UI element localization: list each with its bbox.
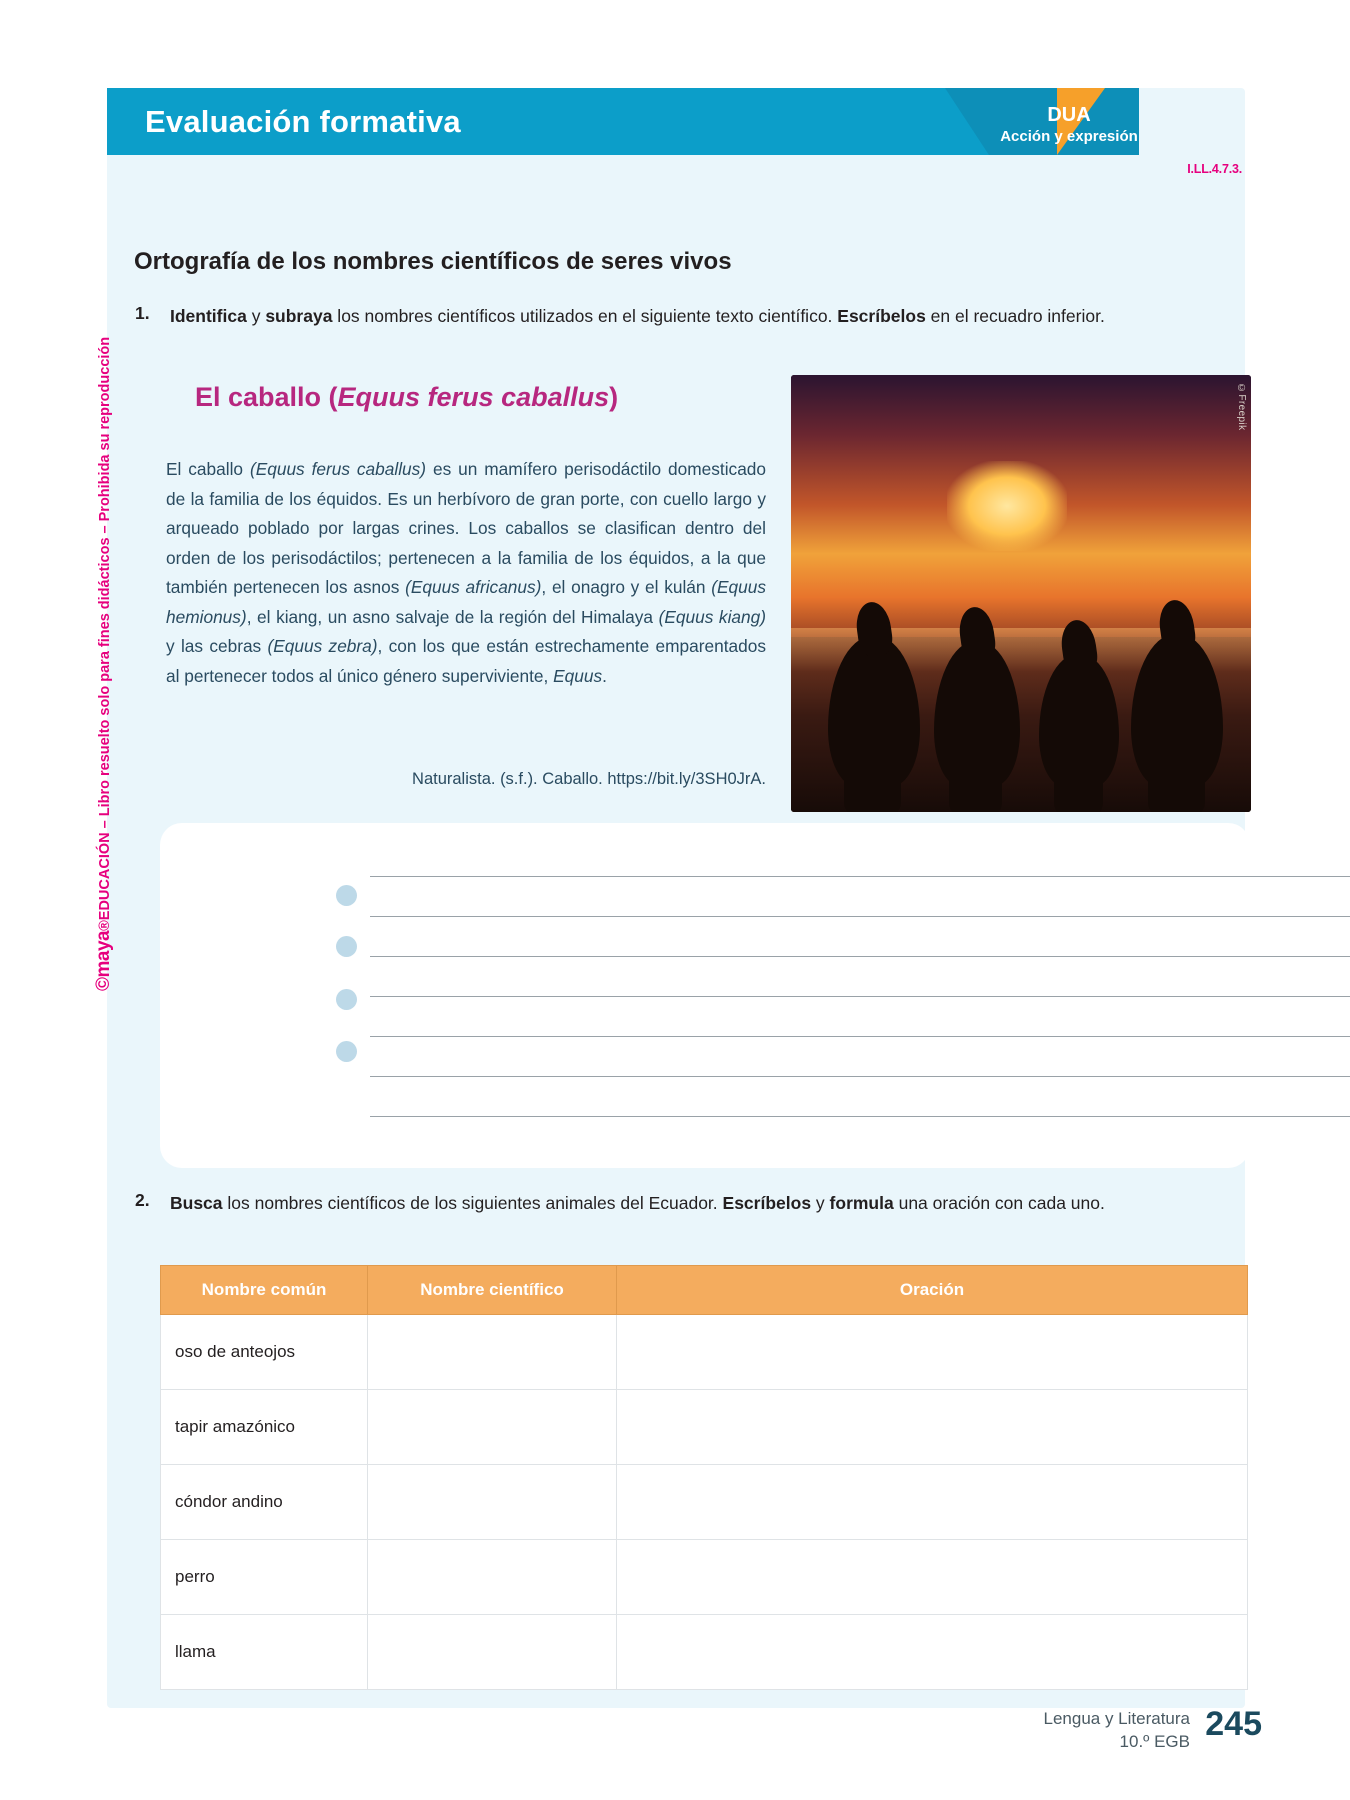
cell-scientific-name[interactable] [368,1465,617,1540]
answer-bullet [336,936,357,957]
table-row [161,1390,1248,1465]
q1-text-c: en el recuadro inferior. [925,306,1105,326]
cell-common-name: llama [161,1615,368,1690]
article-title-plain: El caballo ( [195,382,338,412]
cell-common-name: perro [161,1540,368,1615]
cell-scientific-name[interactable] [368,1315,617,1390]
vertical-copyright-note [93,336,115,991]
cell-scientific-name[interactable] [368,1540,617,1615]
cell-sentence[interactable] [617,1390,1248,1465]
photo-sun [947,461,1067,551]
answer-bullet [336,989,357,1010]
cell-scientific-name[interactable] [368,1615,617,1690]
column-header-sentence: Oración [617,1266,1248,1315]
answer-line[interactable] [370,916,1350,917]
answer-line[interactable] [370,1076,1350,1077]
cell-common-name: cóndor andino [161,1465,368,1540]
cell-sentence[interactable] [617,1615,1248,1690]
brand-label: ©maya [93,930,114,991]
q1-verb-escribelos: Escríbelos [837,306,926,326]
q1-text-b: los nombres científicos utilizados en el siguiente texto científico. [332,306,838,326]
article-title-scientific-name: Equus ferus caballus [337,382,610,412]
column-header-common-name: Nombre común [161,1266,368,1315]
question-2-number: 2. [135,1190,150,1210]
table-header-row [161,1266,1248,1315]
q2-text-c: una oración con cada uno. [893,1193,1105,1213]
dua-label: DUA [1047,104,1091,126]
answer-line[interactable] [370,996,1350,997]
cell-sentence[interactable] [617,1465,1248,1540]
cell-common-name: oso de anteojos [161,1315,368,1390]
cell-scientific-name[interactable] [368,1390,617,1465]
q2-text-a: los nombres científicos de los siguientes animales del Ecuador. [222,1193,723,1213]
article-source: Naturalista. (s.f.). Caballo. https://bit.ly/3SH0JrA. [412,770,766,788]
q1-verb-identifica: Identifica [170,306,247,326]
animals-table [160,1265,1248,1690]
photo-credit: ©Freepik [1236,383,1247,431]
q2-verb-busca: Busca [170,1193,223,1213]
cell-sentence[interactable] [617,1540,1248,1615]
brand-note: ®EDUCACIÓN – Libro resuelto solo para fines didácticos – Prohibida su reproducción [97,336,113,931]
table-row [161,1540,1248,1615]
article-body: El caballo (Equus ferus caballus) es un mamífero perisodáctilo domesticado de la familia de los équidos. Es un herbívoro de gran porte, con cuello largo y arqueado poblado por largas crines. Los caballos se clasifican dentro del orden de los perisodáctilos; pertenecen a la familia de los équidos, a la que también pertenecen los asnos (Equus africanus), el onagro y el kulán (Equus hemionus), el kiang, un asno salvaje de la región del Himalaya (Equus kiang) y las cebras (Equus zebra), con los que están estrechamente emparentados al pertenecer todos al único género superviviente, Equus. [166,459,767,686]
question-2-prompt [170,1190,1250,1217]
table-row [161,1315,1248,1390]
question-1-prompt [170,303,1265,330]
question-1-number: 1. [135,303,150,323]
table-row [161,1615,1248,1690]
answer-bullet [336,1041,357,1062]
footer-subject: Lengua y Literatura [1043,1709,1190,1728]
q2-verb-formula: formula [829,1193,894,1213]
table-row [161,1465,1248,1540]
answer-line[interactable] [370,1036,1350,1037]
section-title: Ortografía de los nombres científicos de seres vivos [134,248,732,275]
article-title [195,382,618,413]
q2-text-b: y [811,1193,830,1213]
cell-sentence[interactable] [617,1315,1248,1390]
answer-line[interactable] [370,876,1350,877]
horses-photo [791,375,1251,812]
answer-line[interactable] [370,956,1350,957]
footer-subject-block [1044,1707,1191,1753]
answer-bullet [336,885,357,906]
answer-card[interactable] [160,823,1250,1168]
footer-grade: 10.º EGB [1119,1732,1190,1751]
dua-subtitle: Acción y expresión [1000,128,1138,145]
cell-common-name: tapir amazónico [161,1390,368,1465]
q1-text-a: y [246,306,266,326]
q1-verb-subraya: subraya [265,306,333,326]
article-title-close: ) [609,382,619,412]
standard-code: I.LL.4.7.3. [1187,162,1242,176]
q2-verb-escribelos: Escríbelos [722,1193,812,1213]
answer-line[interactable] [370,1116,1350,1117]
page-number: 245 [1205,1705,1262,1743]
page-title: Evaluación formativa [145,104,461,139]
column-header-scientific-name: Nombre científico [368,1266,617,1315]
